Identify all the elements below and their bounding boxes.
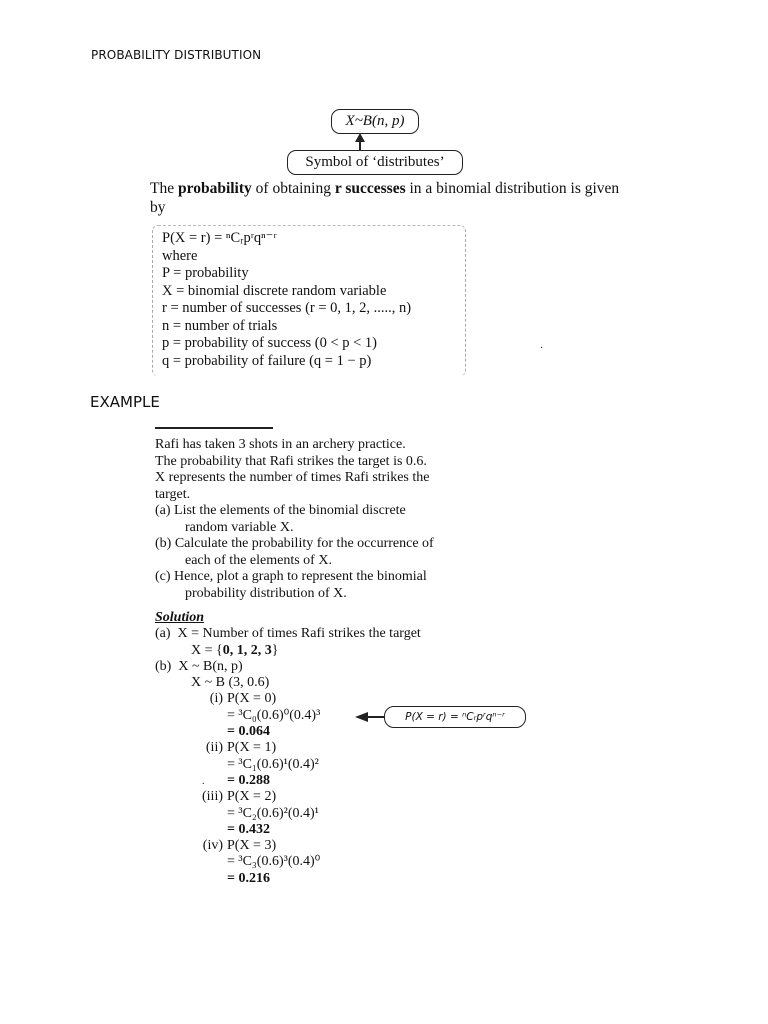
solution-sub-prob [155, 838, 421, 854]
prob-expr: P(X = 1) [227, 740, 277, 756]
item-label: (a) [155, 503, 171, 518]
solution-sub-expr: = ³C₃(0.6)³(0.4)⁰ [227, 854, 321, 870]
document-header: PROBABILITY DISTRIBUTION [91, 48, 262, 62]
problem-line: Rafi has taken 3 shots in an archery practice. [155, 437, 406, 452]
solution-sub-result [155, 773, 421, 789]
problem-item-cont: probability distribution of X. [185, 585, 347, 601]
prob-expr: P(X = 2) [227, 789, 277, 805]
problem-line: X represents the number of times Rafi strikes the [155, 470, 430, 485]
formula-line: r = number of successes (r = 0, 1, 2, ....., n) [162, 300, 412, 316]
solution-text: X = Number of times Rafi strikes the target [177, 626, 421, 642]
solution-title: Solution [155, 610, 205, 625]
item-text: List the elements of the binomial discrete [174, 503, 406, 518]
formula-line: where [162, 247, 198, 264]
problem-item [155, 536, 515, 553]
solution [155, 610, 421, 887]
example-heading: EXAMPLE [90, 393, 160, 411]
solution-sub-prob [155, 789, 421, 805]
roman-label: (ii) [205, 740, 223, 756]
solution-sub-prob [155, 691, 421, 707]
formula-line: n = number of trials [162, 317, 278, 334]
result-value: = 0.432 [227, 821, 270, 837]
item-label: (b) [155, 536, 172, 551]
prob-expr: P(X = 3) [227, 838, 277, 854]
intro-part3: in a binomial distribution is given by [150, 180, 620, 216]
solution-text: X ~ B(n, p) [178, 658, 243, 674]
roman-label: (iv) [202, 838, 223, 854]
solution-sub-result [155, 724, 421, 740]
intro-paragraph [150, 179, 620, 217]
solution-a-line1 [155, 626, 421, 642]
formula-lines [162, 230, 411, 370]
result-value: = 0.064 [227, 724, 270, 740]
divider [155, 427, 273, 429]
intro-part2: of obtaining [251, 180, 335, 197]
solution-sub-expr: = ³C₂(0.6)²(0.4)¹ [227, 805, 319, 821]
solution-sub-prob [155, 740, 421, 756]
problem-item-cont: random variable X. [185, 519, 294, 535]
intro-bold-successes: r successes [334, 180, 406, 197]
problem-statement [155, 437, 515, 602]
problem-line: target. [155, 486, 191, 502]
roman-label: (i) [209, 691, 223, 707]
solution-b-line1 [155, 659, 421, 675]
formula-line: P(X = r) = ⁿCᵣpʳqⁿ⁻ʳ [162, 230, 277, 246]
solution-a-line2 [155, 643, 421, 659]
solution-b-line2: X ~ B (3, 0.6) [191, 675, 270, 691]
intro-part1: The [150, 180, 178, 197]
solution-sub-result [155, 871, 421, 887]
item-label: (c) [155, 569, 171, 584]
formula-line: X = binomial discrete random variable [162, 282, 387, 299]
prob-expr: P(X = 0) [227, 691, 277, 707]
part-label: (b) [155, 658, 172, 674]
solution-sub-expr: = ³C₁(0.6)¹(0.4)² [227, 756, 319, 772]
problem-item-cont: each of the elements of X. [185, 552, 332, 568]
formula-callout-bubble: P(X = r) = ⁿCᵣpʳqⁿ⁻ʳ [384, 706, 526, 728]
set-elements: 0, 1, 2, 3 [222, 642, 272, 658]
problem-item [155, 503, 515, 520]
item-text: Calculate the probability for the occurrence of [174, 536, 434, 551]
stray-mark: . [202, 776, 205, 787]
problem-line: The probability that Rafi strikes the target is 0.6. [155, 453, 427, 469]
formula-line: q = probability of failure (q = 1 − p) [162, 352, 372, 369]
symbol-label-bubble: Symbol of ‘distributes’ [287, 150, 463, 175]
set-open: X = { [191, 642, 223, 658]
formula-line: P = probability [162, 265, 249, 281]
solution-sub-expr: = ³C₀(0.6)⁰(0.4)³ [227, 707, 321, 723]
distribution-notation-bubble: X~B(n, p) [331, 109, 419, 134]
problem-item [155, 569, 515, 586]
callout-arrow-line [368, 716, 384, 718]
roman-label: (iii) [202, 789, 223, 805]
intro-bold-probability: probability [177, 180, 252, 197]
set-close: } [271, 642, 279, 658]
part-label: (a) [155, 626, 171, 642]
result-value: = 0.216 [227, 870, 270, 886]
stray-mark: · [540, 343, 544, 354]
formula-line: p = probability of success (0 < p < 1) [162, 335, 378, 351]
arrow-left-icon [355, 712, 368, 722]
result-value: = 0.288 [227, 772, 270, 788]
item-text: Hence, plot a graph to represent the binomial [174, 569, 427, 584]
solution-sub-result [155, 822, 421, 838]
